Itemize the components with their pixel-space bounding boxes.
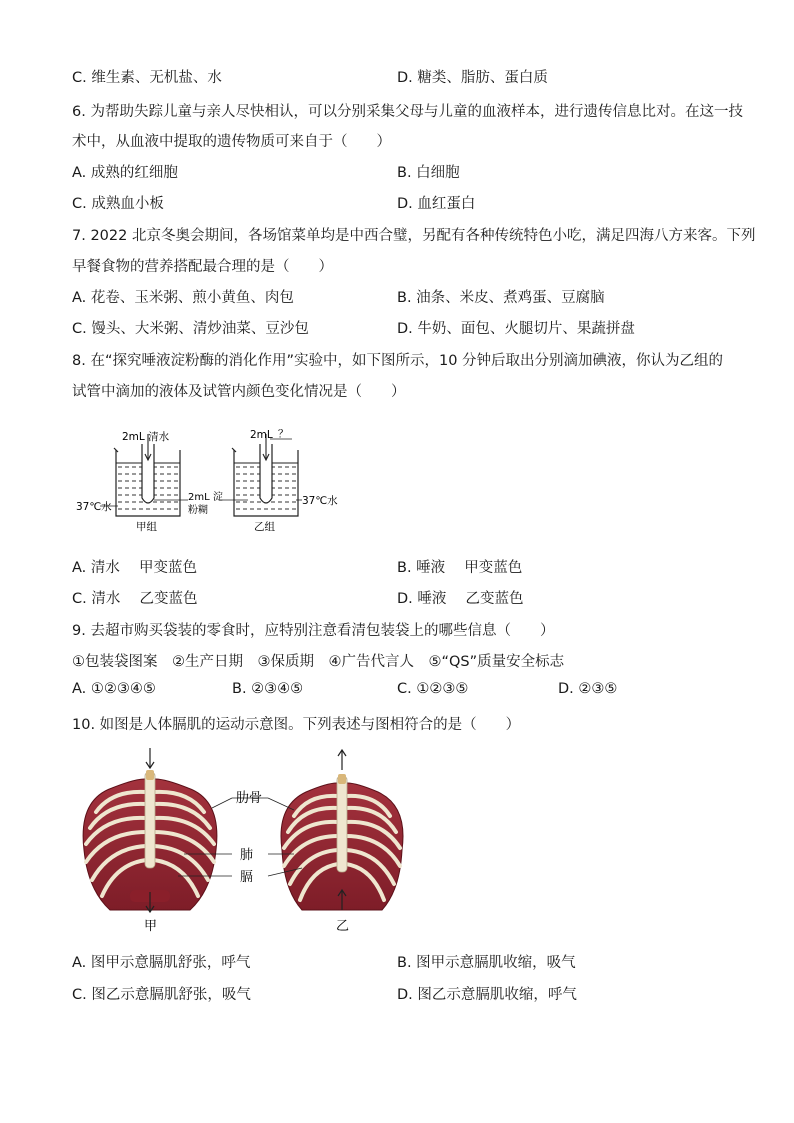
q5-option-c: C. 维生素、无机盐、水: [72, 70, 222, 86]
q8-option-c: C. 清水 乙变蓝色: [72, 591, 198, 607]
q10-option-a: A. 图甲示意膈肌舒张，呼气: [72, 955, 251, 971]
beaker-left: [100, 434, 180, 516]
q10-option-b: B. 图甲示意膈肌收缩，吸气: [397, 955, 576, 971]
diaphragm-movement-figure: [72, 740, 422, 940]
q8-stem-line2: 试管中滴加的液体及试管内颜色变化情况是（ ）: [72, 384, 406, 400]
starch-digestion-beaker-figure: [70, 420, 370, 540]
q10-option-c: C. 图乙示意膈肌舒张，吸气: [72, 987, 251, 1003]
group-yi-label: 乙组: [254, 521, 275, 533]
left-top-label: 2mL 清水: [122, 431, 170, 443]
lung-label: 肺: [240, 848, 254, 863]
figure-label-jia: 甲: [144, 919, 158, 934]
right-water-label: 37℃水: [302, 495, 338, 507]
diaphragm-label: 膈: [240, 870, 254, 885]
beaker-right: [232, 434, 302, 516]
right-top-label: 2mL: [250, 429, 273, 441]
starch-label-line2: 粉糊: [188, 505, 208, 516]
q6-stem-line1: 6. 为帮助失踪儿童与亲人尽快相认，可以分别采集父母与儿童的血液样本，进行遗传信息比对。在这一技: [72, 104, 743, 120]
q6-option-c: C. 成熟血小板: [72, 196, 164, 212]
starch-label-line1: 2mL 淀: [188, 492, 223, 503]
q9-option-a: A. ①②③④⑤: [72, 681, 156, 697]
q8-option-d: D. 唾液 乙变蓝色: [397, 591, 524, 607]
q7-option-d: D. 牛奶、面包、火腿切片、果蔬拼盘: [397, 321, 635, 337]
group-jia-label: 甲组: [136, 521, 157, 533]
q6-option-a: A. 成熟的红细胞: [72, 165, 178, 181]
q6-option-b: B. 白细胞: [397, 165, 460, 181]
q10-option-d: D. 图乙示意膈肌收缩，呼气: [397, 987, 577, 1003]
q7-option-b: B. 油条、米皮、煮鸡蛋、豆腐脑: [397, 290, 605, 306]
ribcage-jia: [83, 748, 217, 912]
rib-label: 肋骨: [236, 791, 263, 806]
q5-option-d: D. 糖类、脂肪、蛋白质: [397, 70, 548, 86]
q8-stem-line1: 8. 在“探究唾液淀粉酶的消化作用”实验中，如下图所示，10 分钟后取出分别滴加碘液，你认为乙组的: [72, 353, 724, 369]
q10-stem: 10. 如图是人体膈肌的运动示意图。下列表述与图相符合的是（ ）: [72, 717, 521, 733]
q8-option-b: B. 唾液 甲变蓝色: [397, 560, 523, 576]
q9-option-b: B. ②③④⑤: [232, 681, 304, 697]
left-water-label: 37℃水: [76, 501, 112, 513]
q9-stem: 9. 去超市购买袋装的零食时，应特别注意看清包装袋上的哪些信息（ ）: [72, 623, 555, 639]
q7-stem-line1: 7. 2022 北京冬奥会期间，各场馆菜单均是中西合璧，另配有各种传统特色小吃，满足四海八方来客。下列: [72, 228, 756, 244]
figure-label-yi: 乙: [336, 919, 350, 934]
q7-option-a: A. 花卷、玉米粥、煎小黄鱼、肉包: [72, 290, 294, 306]
q8-option-a: A. 清水 甲变蓝色: [72, 560, 197, 576]
q9-items: ①包装袋图案 ②生产日期 ③保质期 ④广告代言人 ⑤“QS”质量安全标志: [72, 654, 565, 670]
q6-option-d: D. 血红蛋白: [397, 196, 476, 212]
right-top-unknown: ？: [278, 428, 289, 440]
q9-option-c: C. ①②③⑤: [397, 681, 469, 697]
q7-option-c: C. 馒头、大米粥、清炒油菜、豆沙包: [72, 321, 309, 337]
q7-stem-line2: 早餐食物的营养搭配最合理的是（ ）: [72, 259, 333, 275]
q6-stem-line2: 术中，从血液中提取的遗传物质可来自于（ ）: [72, 134, 391, 150]
ribcage-yi: [281, 750, 403, 910]
q9-option-d: D. ②③⑤: [558, 681, 618, 697]
